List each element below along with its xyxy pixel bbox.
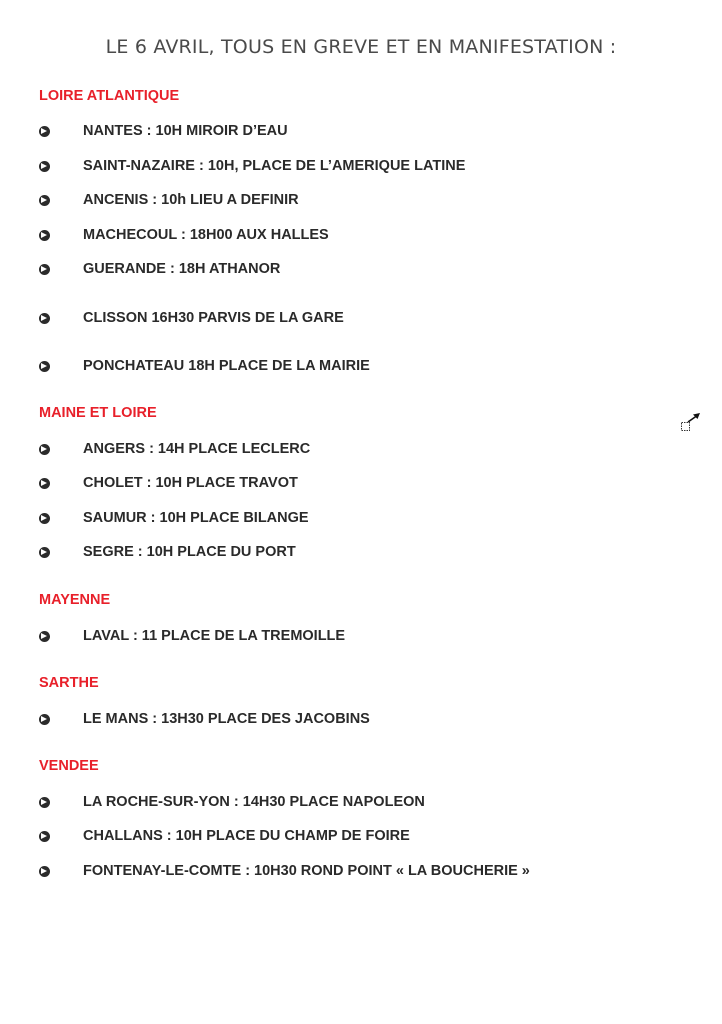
list-item-text: SAUMUR : 10H PLACE BILANGE [83, 510, 309, 526]
arrow-circle-right-icon [39, 797, 50, 808]
list-item [39, 626, 345, 646]
section-heading-sarthe: SARTHE [39, 675, 99, 691]
arrow-circle-right-icon [39, 478, 50, 489]
list-item-text: SEGRE : 10H PLACE DU PORT [83, 544, 296, 560]
arrow-circle-right-icon [39, 444, 50, 455]
list-item [39, 356, 370, 376]
list-item [39, 259, 280, 279]
list-item-text: LA ROCHE-SUR-YON : 14H30 PLACE NAPOLEON [83, 794, 425, 810]
list-item-text: GUERANDE : 18H ATHANOR [83, 261, 281, 277]
list-item [39, 861, 530, 881]
list-item-text: LE MANS : 13H30 PLACE DES JACOBINS [83, 711, 370, 727]
list-item-text: SAINT-NAZAIRE : 10H, PLACE DE L’AMERIQUE LATINE [83, 158, 466, 174]
list-item-text: NANTES : 10H MIROIR D’EAU [83, 123, 288, 139]
arrow-circle-right-icon [39, 126, 50, 137]
list-item-text: MACHECOUL : 18H00 AUX HALLES [83, 227, 329, 243]
list-item [39, 439, 310, 459]
list-item-text: FONTENAY-LE-COMTE : 10H30 ROND POINT « LA BOUCHERIE » [83, 863, 530, 879]
section-heading-vendee: VENDEE [39, 758, 99, 774]
list-item [39, 709, 370, 729]
arrow-circle-right-icon [39, 195, 50, 206]
arrow-circle-right-icon [39, 631, 50, 642]
list-item [39, 826, 410, 846]
arrow-circle-right-icon [39, 547, 50, 558]
section-heading-loire-atlantique: LOIRE ATLANTIQUE [39, 88, 180, 104]
list-item-text: CLISSON 16H30 PARVIS DE LA GARE [83, 310, 344, 326]
section-heading-maine-et-loire: MAINE ET LOIRE [39, 405, 157, 421]
list-item-text: ANCENIS : 10h LIEU A DEFINIR [83, 192, 299, 208]
list-item-text: CHOLET : 10H PLACE TRAVOT [83, 475, 298, 491]
list-item-text: CHALLANS : 10H PLACE DU CHAMP DE FOIRE [83, 828, 410, 844]
list-item [39, 308, 344, 328]
list-item [39, 792, 425, 812]
arrow-circle-right-icon [39, 313, 50, 324]
arrow-circle-right-icon [39, 831, 50, 842]
arrow-circle-right-icon [39, 161, 50, 172]
list-item [39, 156, 465, 176]
arrow-circle-right-icon [39, 230, 50, 241]
arrow-circle-right-icon [39, 361, 50, 372]
list-item [39, 121, 288, 141]
arrow-circle-right-icon [39, 714, 50, 725]
section-heading-mayenne: MAYENNE [39, 592, 111, 608]
list-item [39, 225, 329, 245]
page-title: LE 6 AVRIL, TOUS EN GREVE ET EN MANIFESTATION : [105, 36, 617, 58]
arrow-circle-right-icon [39, 513, 50, 524]
drag-cursor-icon [680, 412, 702, 434]
arrow-circle-right-icon [39, 866, 50, 877]
arrow-circle-right-icon [39, 264, 50, 275]
list-item [39, 542, 296, 562]
list-item [39, 190, 299, 210]
list-item-text: PONCHATEAU 18H PLACE DE LA MAIRIE [83, 358, 370, 374]
list-item [39, 508, 309, 528]
list-item [39, 473, 298, 493]
list-item-text: ANGERS : 14H PLACE LECLERC [83, 441, 311, 457]
list-item-text: LAVAL : 11 PLACE DE LA TREMOILLE [83, 628, 346, 644]
